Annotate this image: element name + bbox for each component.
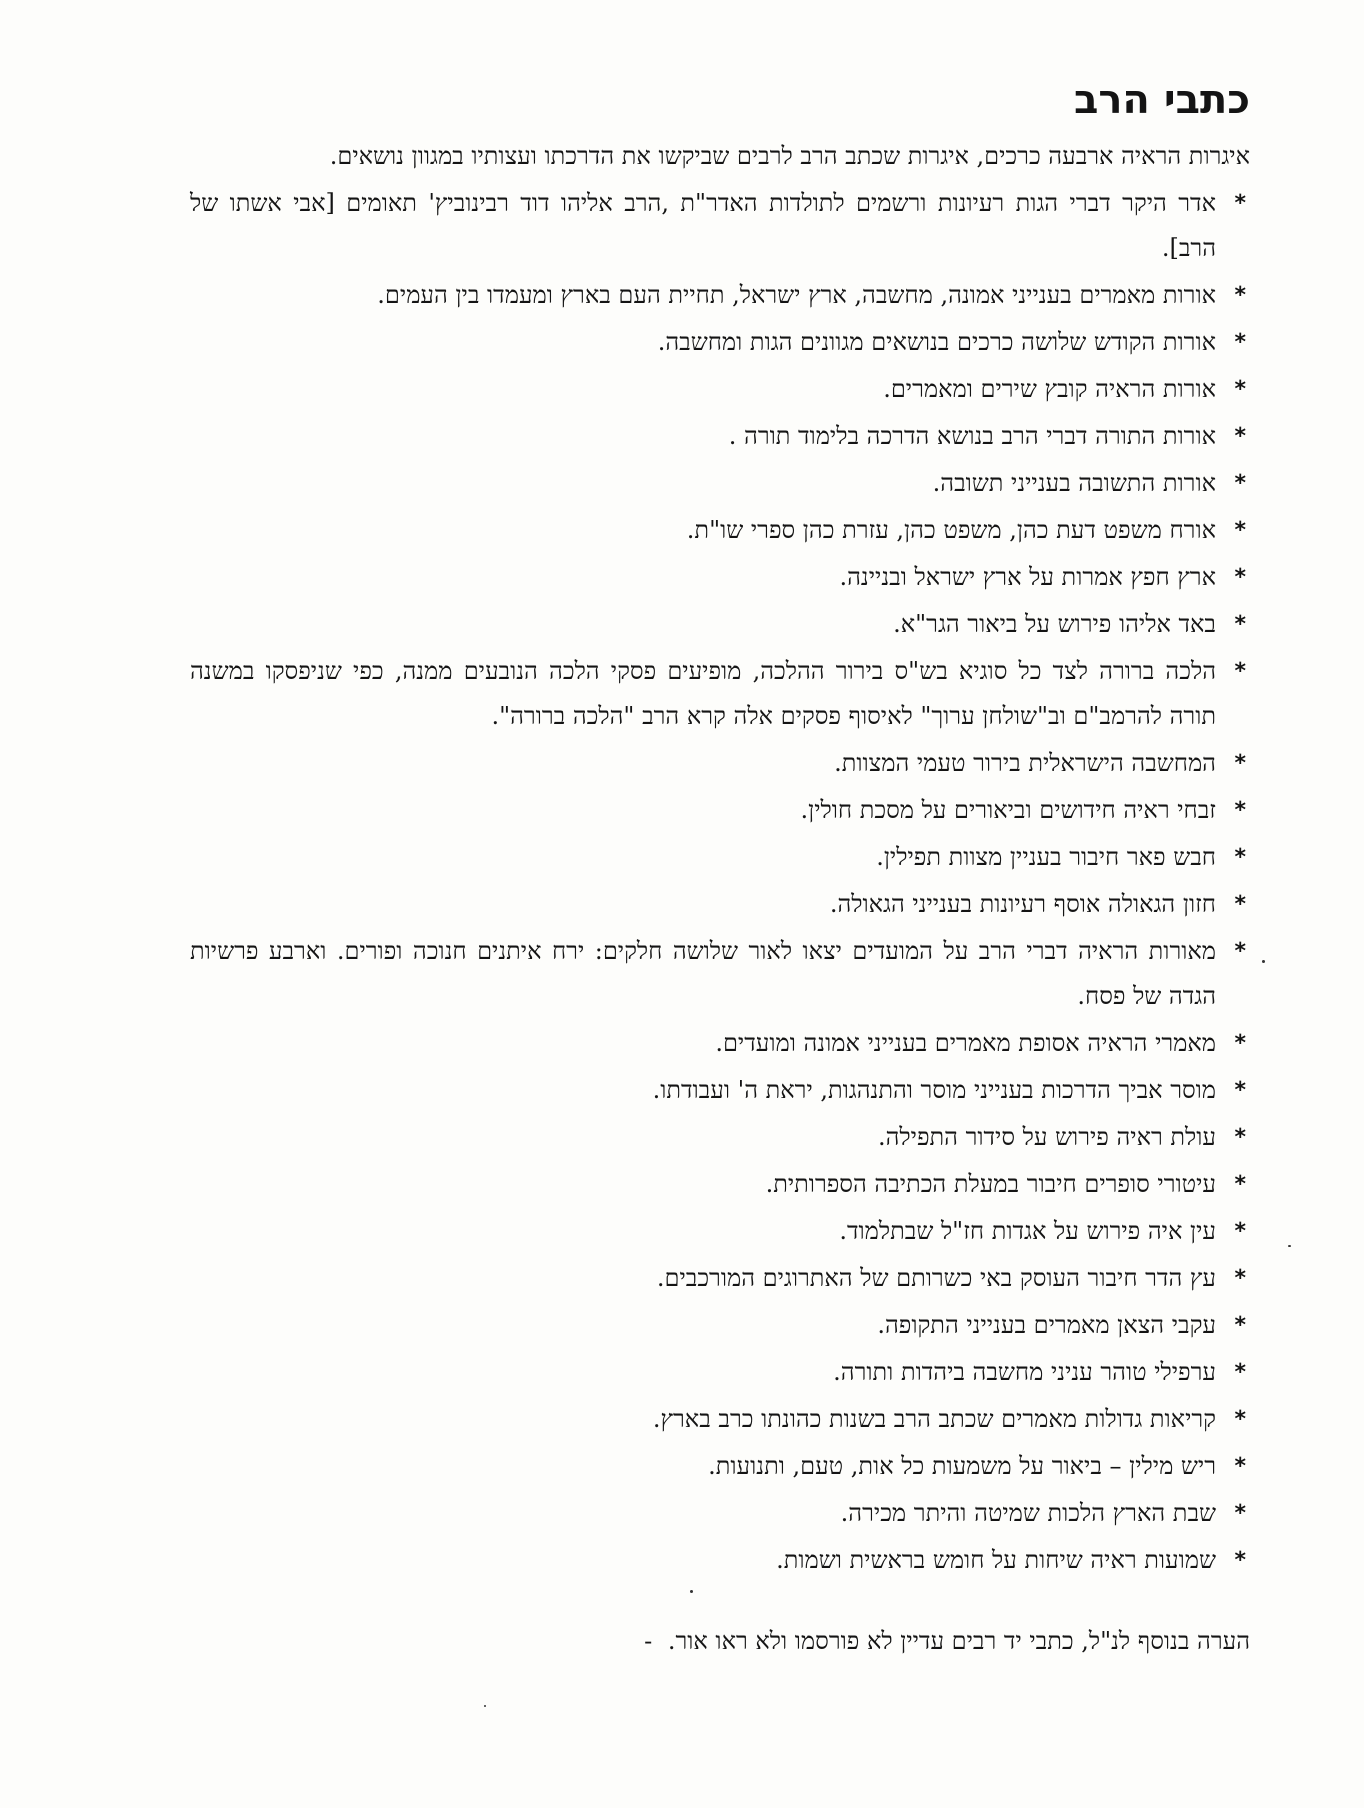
bullet-marker: * xyxy=(1234,1407,1246,1432)
bullet-marker: * xyxy=(1234,612,1246,637)
list-item-text: חזון הגאולה אוסף רעיונות בענייני הגאולה. xyxy=(829,890,1216,918)
bullet-marker: * xyxy=(1234,751,1246,776)
bullet-marker: * xyxy=(1234,1501,1246,1526)
bullet-marker: * xyxy=(1234,845,1246,870)
bullet-marker: * xyxy=(1234,191,1246,216)
list-item-text: עקבי הצאן מאמרים בענייני התקופה. xyxy=(877,1311,1216,1339)
bullet-marker: * xyxy=(1234,798,1246,823)
list-item-text: אורח משפט דעת כהן, משפט כהן, עזרת כהן ספרי שו"ת. xyxy=(686,516,1216,544)
list-item-text: מוסר אביך הדרכות בענייני מוסר והתנהגות, יראת ה' ועבודתו. xyxy=(652,1076,1216,1104)
bullet-marker: * xyxy=(1234,1548,1246,1573)
footnote-dash: - xyxy=(644,1627,653,1655)
bullet-marker: * xyxy=(1234,1454,1246,1479)
bullet-marker: * xyxy=(1234,1266,1246,1291)
scan-speck xyxy=(690,1590,693,1593)
bullet-marker: * xyxy=(1234,1172,1246,1197)
list-item-text: שבת הארץ הלכות שמיטה והיתר מכירה. xyxy=(840,1499,1216,1527)
list-item xyxy=(190,1397,1250,1442)
bullet-marker: * xyxy=(1234,565,1246,590)
bullet-marker: * xyxy=(1234,471,1246,496)
list-item xyxy=(190,929,1250,1019)
list-item-text: מאמרי הראיה אסופת מאמרים בענייני אמונה ומועדים. xyxy=(715,1029,1216,1057)
footnote xyxy=(190,1619,1250,1664)
bullet-marker: * xyxy=(1234,424,1246,449)
list-item xyxy=(190,1162,1250,1207)
list-item-text: ערפילי טוהר עניני מחשבה ביהדות ותורה. xyxy=(833,1358,1216,1386)
bullet-marker: * xyxy=(1234,283,1246,308)
list-item xyxy=(190,788,1250,833)
document-page xyxy=(190,72,1250,1688)
list-item xyxy=(190,882,1250,927)
bullet-marker: * xyxy=(1234,1078,1246,1103)
bullet-marker: * xyxy=(1234,892,1246,917)
bullet-marker: * xyxy=(1234,377,1246,402)
list-item-text: עולת ראיה פירוש על סידור התפילה. xyxy=(877,1123,1216,1151)
list-item-text: קריאות גדולות מאמרים שכתב הרב בשנות כהונתו כרב בארץ. xyxy=(652,1405,1216,1433)
list-item xyxy=(190,1538,1250,1583)
page-title: כתבי הרב xyxy=(1073,77,1250,123)
bullet-marker: * xyxy=(1234,1125,1246,1150)
list-item-text: ריש מילין – ביאור על משמעות כל אות, טעם, ותנועות. xyxy=(708,1452,1216,1480)
list-item-text: חבש פאר חיבור בעניין מצוות תפילין. xyxy=(876,843,1216,871)
list-item-text: ארץ חפץ אמרות על ארץ ישראל ובניינה. xyxy=(839,563,1216,591)
list-item xyxy=(190,1021,1250,1066)
list-item xyxy=(190,273,1250,318)
bullet-marker: * xyxy=(1234,1360,1246,1385)
list-item xyxy=(190,555,1250,600)
bullet-marker: * xyxy=(1234,1031,1246,1056)
list-item-text: אורות הקודש שלושה כרכים בנושאים מגוונים הגות ומחשבה. xyxy=(657,328,1216,356)
list-item xyxy=(190,1256,1250,1301)
list-item-text: באד אליהו פירוש על ביאור הגר"א. xyxy=(893,610,1216,638)
list-item xyxy=(190,649,1250,739)
list-item-text: עין איה פירוש על אגדות חז"ל שבתלמוד. xyxy=(839,1217,1216,1245)
list-item-text: זבחי ראיה חידושים וביאורים על מסכת חולין. xyxy=(800,796,1216,824)
list-item-text: הלכה ברורה לצד כל סוגיא בש"ס בירור ההלכה, מופיעים פסקי הלכה הנובעים ממנה, כפי שניפסקו במשנה תורה להרמב"ם וב"שולחן ערוך" לאיסוף פסקים אלה קרא הרב "הלכה ברורה". xyxy=(190,657,1216,730)
list-item xyxy=(190,741,1250,786)
list-item-text: אדר היקר דברי הגות רעיונות ורשמים לתולדות האדר"ת ,הרב אליהו דוד רבינוביץ' תאומים [אבי אשתו של הרב]. xyxy=(190,189,1216,262)
list-item xyxy=(190,367,1250,412)
scan-speck xyxy=(484,1705,486,1707)
intro-paragraph: איגרות הראיה ארבעה כרכים, איגרות שכתב הרב לרבים שביקשו את הדרכתו ועצותיו במגוון נושאים. xyxy=(329,142,1250,170)
list-item-text: אורות מאמרים בענייני אמונה, מחשבה, ארץ ישראל, תחיית העם בארץ ומעמדו בין העמים. xyxy=(377,281,1216,309)
bullet-marker: * xyxy=(1234,518,1246,543)
list-item xyxy=(190,320,1250,365)
list-item xyxy=(190,508,1250,553)
list-item xyxy=(190,1068,1250,1113)
list-item xyxy=(190,1444,1250,1489)
bullet-marker: * xyxy=(1234,1313,1246,1338)
list-item-text: אורות הראיה קובץ שירים ומאמרים. xyxy=(883,375,1216,403)
list-item-text: שמועות ראיה שיחות על חומש בראשית ושמות. xyxy=(776,1546,1216,1574)
list-item xyxy=(190,1209,1250,1254)
list-item-text: מאורות הראיה דברי הרב על המועדים יצאו לאור שלושה חלקים: ירח איתנים חנוכה ופורים. וארבע פרשיות הגדה של פסח. xyxy=(190,937,1216,1010)
list-item-text: עיטורי סופרים חיבור במעלת הכתיבה הספרותית. xyxy=(765,1170,1216,1198)
list-item xyxy=(190,835,1250,880)
bullet-marker: * xyxy=(1234,939,1246,964)
scan-speck xyxy=(1288,1245,1291,1247)
works-list xyxy=(190,181,1250,1583)
list-item xyxy=(190,1303,1250,1348)
list-item xyxy=(190,1350,1250,1395)
list-item xyxy=(190,181,1250,271)
list-item xyxy=(190,1115,1250,1160)
list-item xyxy=(190,461,1250,506)
scan-speck xyxy=(1262,960,1265,963)
list-item xyxy=(190,1491,1250,1536)
footnote-text: הערה בנוסף לנ"ל, כתבי יד רבים עדיין לא פורסמו ולא ראו אור. xyxy=(667,1627,1250,1655)
list-item-text: המחשבה הישראלית בירור טעמי המצוות. xyxy=(834,749,1216,777)
list-item-text: אורות התשובה בענייני תשובה. xyxy=(932,469,1216,497)
list-item xyxy=(190,414,1250,459)
list-item xyxy=(190,602,1250,647)
bullet-marker: * xyxy=(1234,659,1246,684)
bullet-marker: * xyxy=(1234,330,1246,355)
list-item-text: אורות התורה דברי הרב בנושא הדרכה בלימוד תורה . xyxy=(728,422,1216,450)
list-item-text: עץ הדר חיבור העוסק באי כשרותם של האתרוגים המורכבים. xyxy=(656,1264,1216,1292)
bullet-marker: * xyxy=(1234,1219,1246,1244)
